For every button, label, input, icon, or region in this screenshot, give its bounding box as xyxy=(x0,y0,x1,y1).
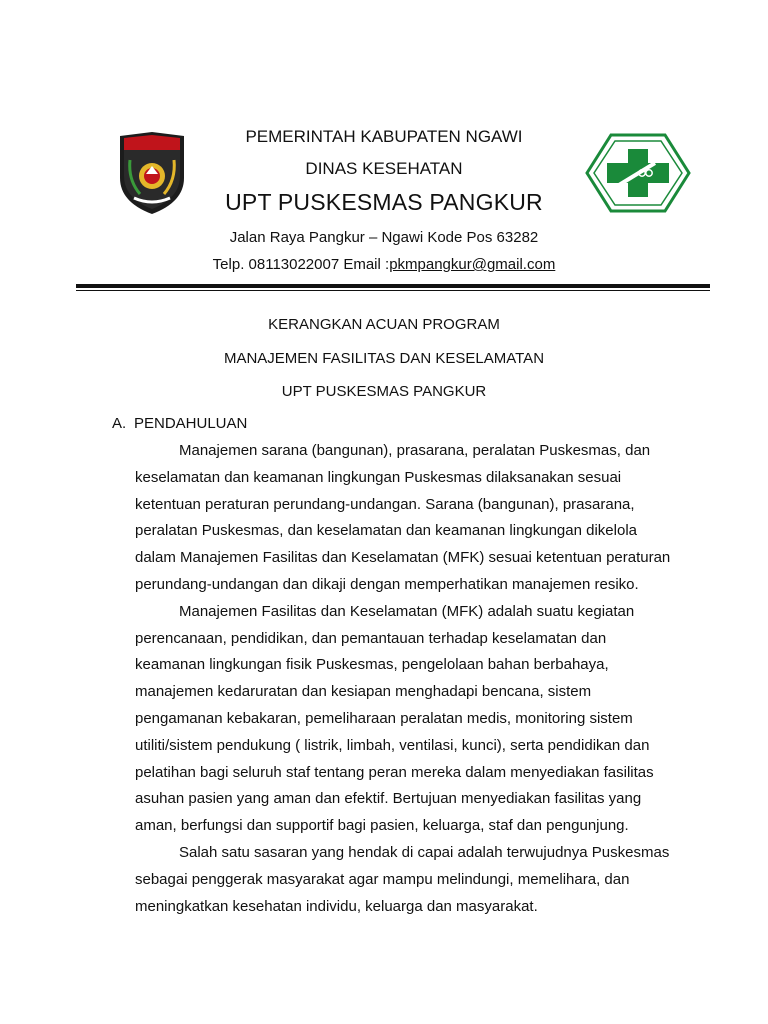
paragraph: Salah satu sasaran yang hendak di capai adalah terwujudnya Puskesmas sebagai penggerak masyarakat agar mampu melindungi, memelihara, dan meningkatkan kesehatan individu, keluarga dan masyarakat. xyxy=(135,843,670,915)
header-rule-thick xyxy=(76,284,710,288)
address-line: Jalan Raya Pangkur – Ngawi Kode Pos 63282 xyxy=(229,229,539,246)
section-title: PENDAHULUAN xyxy=(134,415,248,432)
section-heading xyxy=(112,415,247,432)
section-body xyxy=(135,438,679,920)
header-rule-thin xyxy=(76,290,710,291)
institution-name: UPT PUSKESMAS PANGKUR xyxy=(225,189,543,215)
document-title-2: MANAJEMEN FASILITAS DAN KESELAMATAN xyxy=(223,350,545,367)
document-title-1: KERANGKAN ACUAN PROGRAM xyxy=(268,316,500,333)
puskesmas-cross-icon xyxy=(585,133,691,213)
contact-line xyxy=(150,256,618,273)
contact-phone: Telp. 08113022007 Email : xyxy=(212,256,390,273)
email-link[interactable]: pkmpangkur@gmail.com xyxy=(389,256,556,273)
government-name: PEMERINTAH KABUPATEN NGAWI xyxy=(245,127,523,146)
paragraph: Manajemen sarana (bangunan), prasarana, peralatan Puskesmas, dan keselamatan dan keamanan lingkungan Puskesmas dilaksanakan sesuai ketentuan peraturan perundang-undangan. Sarana (bangunan), prasarana, peralatan Puskesmas, dan keselamatan dan keamanan lingkungan dikelola dalam Manajemen Fasilitas dan Keselamatan (MFK) sesuai ketentuan peraturan perundang-undangan dan dikaji dengan memperhatikan manajemen resiko. xyxy=(135,442,671,593)
department-name: DINAS KESEHATAN xyxy=(305,159,463,178)
document-title-3: UPT PUSKESMAS PANGKUR xyxy=(281,383,487,400)
section-number: A. xyxy=(112,415,127,432)
paragraph: Manajemen Fasilitas dan Keselamatan (MFK) adalah suatu kegiatan perencanaan, pendidikan, dan pemantauan terhadap keselamatan dan keamanan lingkungan fisik Puskesmas, pengelolaan bahan berbahaya, manajemen kedaruratan dan kesiapan menghadapi bencana, sistem pengamanan kebakaran, pemeliharaan peralatan medis, monitoring sistem utiliti/sistem pendukung ( listrik, limbah, ventilasi, kunci), serta pendidikan dan pelatihan bagi seluruh staf tentang peran mereka dalam menyediakan fasilitas asuhan pasien yang aman dan efektif. Bertujuan menyediakan fasilitas yang aman, berfungsi dan supportif bagi pasien, keluarga, staf dan pengunjung. xyxy=(135,602,654,835)
